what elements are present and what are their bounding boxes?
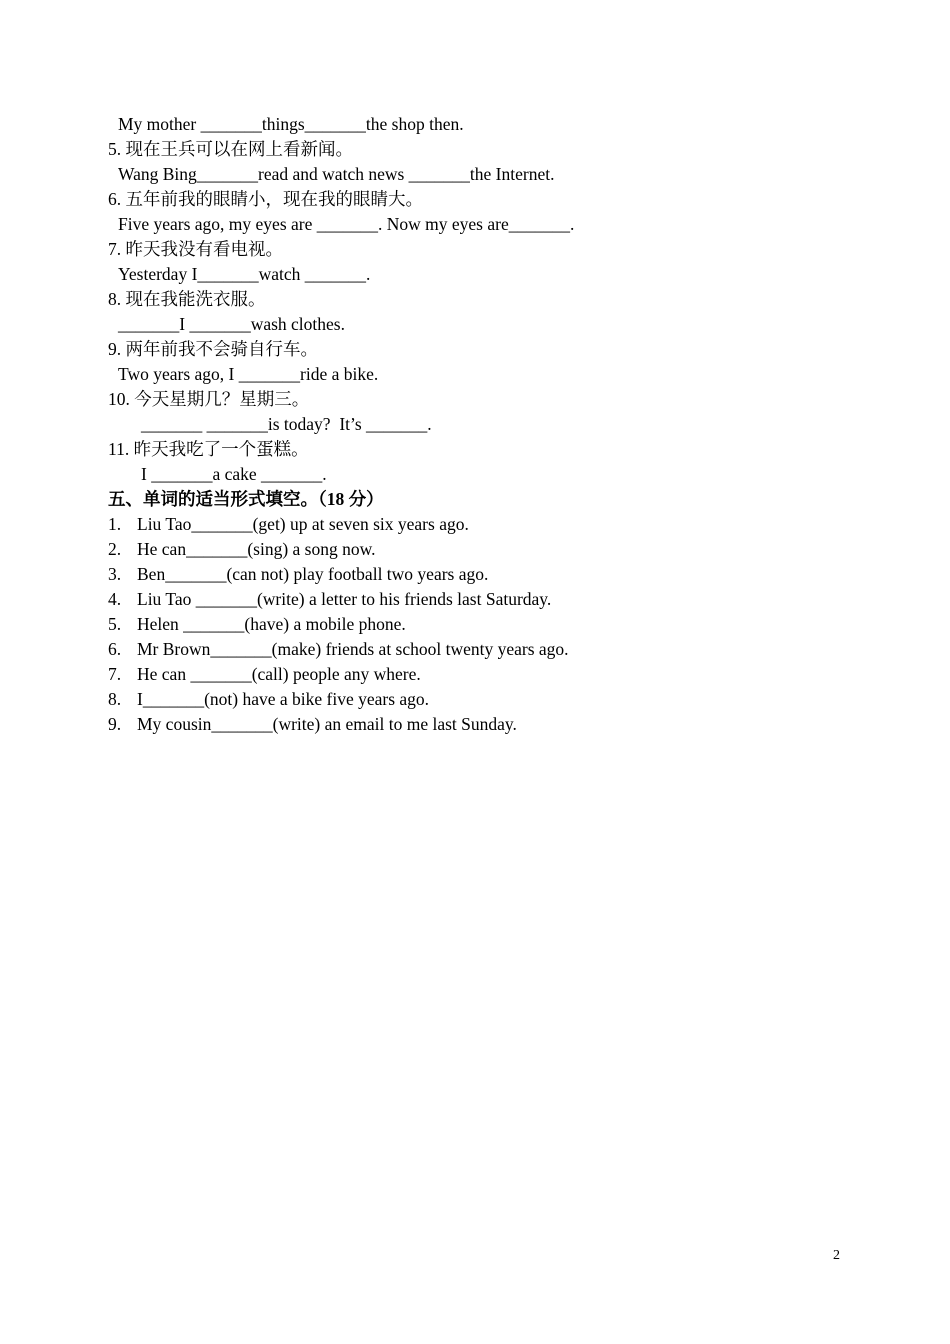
word-form-exercise-list [108, 512, 868, 737]
exercise-line: My mother _______things_______the shop then. [118, 114, 464, 134]
list-item [108, 612, 868, 637]
exercise-line: I _______a cake _______. [141, 464, 327, 484]
exercise-line: 6. 五年前我的眼睛小，现在我的眼睛大。 [108, 189, 423, 209]
section-heading: 五、单词的适当形式填空。（18 分） [108, 489, 384, 509]
document-page [108, 112, 868, 737]
item-number: 5. [108, 614, 122, 634]
exercise-line: Five years ago, my eyes are _______. Now my eyes are_______. [118, 214, 575, 234]
exercise-line: 5. 现在王兵可以在网上看新闻。 [108, 139, 353, 159]
item-text: Helen _______(have) a mobile phone. [137, 614, 406, 634]
list-item [108, 687, 868, 712]
exercise-line: 10. 今天星期几？星期三。 [108, 389, 310, 409]
item-number: 9. [108, 714, 122, 734]
exercise-line: 7. 昨天我没有看电视。 [108, 239, 283, 259]
exercise-line: 9. 两年前我不会骑自行车。 [108, 339, 318, 359]
list-item [108, 562, 868, 587]
item-number: 7. [108, 664, 122, 684]
list-item [108, 537, 868, 562]
item-number: 8. [108, 689, 122, 709]
list-item [108, 587, 868, 612]
list-item [108, 512, 868, 537]
item-number: 3. [108, 564, 122, 584]
translation-exercise-tail [108, 112, 868, 487]
item-number: 4. [108, 589, 122, 609]
item-number: 6. [108, 639, 122, 659]
item-text: Ben_______(can not) play football two years ago. [137, 564, 489, 584]
exercise-line: Wang Bing_______read and watch news _______the Internet. [118, 164, 555, 184]
list-item [108, 662, 868, 687]
item-text: Mr Brown_______(make) friends at school twenty years ago. [137, 639, 569, 659]
item-text: My cousin_______(write) an email to me last Sunday. [137, 714, 517, 734]
item-text: I_______(not) have a bike five years ago. [137, 689, 430, 709]
item-text: Liu Tao_______(get) up at seven six years ago. [137, 514, 469, 534]
exercise-line: Yesterday I_______watch _______. [118, 264, 371, 284]
exercise-line: _______ _______is today? It’s _______. [141, 414, 432, 434]
exercise-line: _______I _______wash clothes. [118, 314, 345, 334]
item-text: He can_______(sing) a song now. [137, 539, 376, 559]
exercise-line: 11. 昨天我吃了一个蛋糕。 [108, 439, 309, 459]
list-item [108, 637, 868, 662]
exercise-line: 8. 现在我能洗衣服。 [108, 289, 266, 309]
item-number: 1. [108, 514, 122, 534]
list-item [108, 712, 868, 737]
item-number: 2. [108, 539, 122, 559]
exercise-line: Two years ago, I _______ride a bike. [118, 364, 379, 384]
item-text: Liu Tao _______(write) a letter to his friends last Saturday. [137, 589, 552, 609]
page-number: 2 [833, 1248, 840, 1263]
item-text: He can _______(call) people any where. [137, 664, 421, 684]
